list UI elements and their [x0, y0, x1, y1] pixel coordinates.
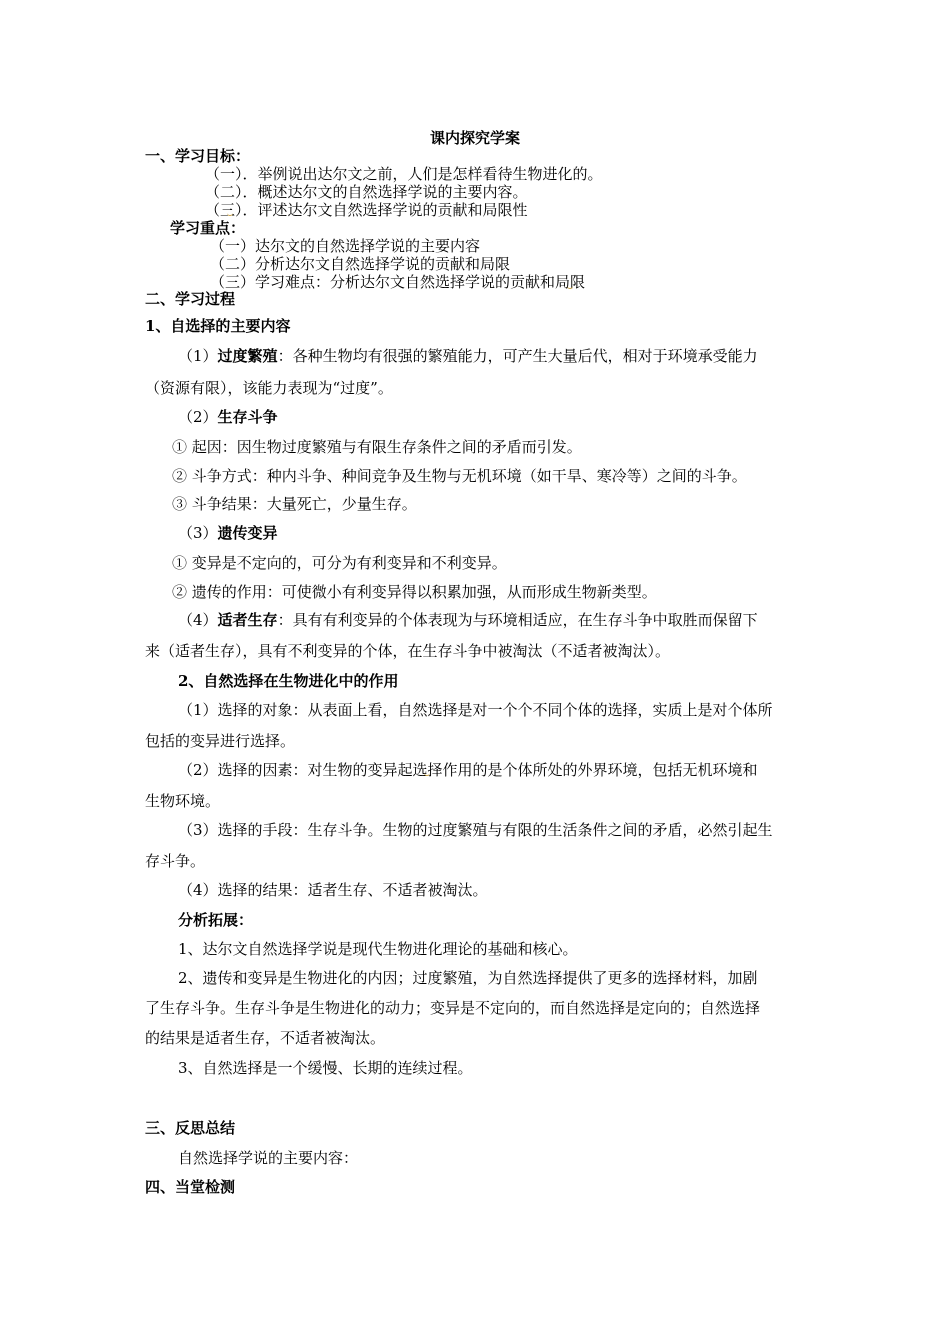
- key-point-item: （一）达尔文的自然选择学说的主要内容: [210, 237, 481, 255]
- goal-text: 评述达尔文自然选择学说的贡献和局限性: [257, 201, 528, 219]
- goal-text: 举例说出达尔文之前，人们是怎样看待生物进化的。: [257, 165, 603, 183]
- paragraph-line: [178, 407, 278, 427]
- list-item: ① 变异是不定向的，可分为有利变异和不利变异。: [172, 554, 507, 572]
- section-1-heading: 一、学习目标：: [145, 147, 251, 165]
- paragraph-line: [178, 346, 758, 366]
- paragraph-line: 包括的变异进行选择。: [145, 732, 296, 750]
- key-point-item: （三）学习难点：分析达尔文自然选择学说的贡献和局限: [210, 273, 586, 291]
- extension-heading: 分析拓展：: [178, 911, 254, 929]
- goal-item: [205, 200, 528, 220]
- goal-item: [205, 182, 528, 202]
- goal-number: （三）．: [205, 201, 258, 219]
- paragraph-line: 来（适者生存），具有不利变异的个体，在生存斗争中被淘汰（不适者被淘汰）。: [145, 642, 671, 660]
- paragraph-line: （资源有限），该能力表现为“过度”。: [145, 379, 393, 397]
- subsection-1-heading: 1、自选择的主要内容: [145, 317, 291, 335]
- paragraph-line: 生物环境。: [145, 792, 221, 810]
- paragraph-line: 的结果是适者生存，不适者被淘汰。: [145, 1029, 386, 1047]
- item-number: （4）: [178, 611, 218, 629]
- paragraph-line: （4）选择的结果：适者生存、不适者被淘汰。: [178, 881, 488, 899]
- paragraph-line: 了生存斗争。生存斗争是生物进化的动力；变异是不定向的，而自然选择是定向的；自然选择: [145, 999, 761, 1017]
- list-item: ③ 斗争结果：大量死亡，少量生存。: [172, 495, 417, 513]
- paragraph-line: 1、达尔文自然选择学说是现代生物进化理论的基础和核心。: [178, 940, 578, 958]
- item-number: （1）: [178, 347, 218, 365]
- list-item: ② 斗争方式：种内斗争、种间竞争及生物与无机环境（如干旱、寒冷等）之间的斗争。: [172, 467, 747, 485]
- goal-number: （二）．: [205, 183, 258, 201]
- item-label: 适者生存: [217, 611, 278, 629]
- section-3-heading: 三、反思总结: [145, 1119, 236, 1137]
- paragraph-line: [178, 610, 758, 630]
- goal-item: [205, 164, 603, 184]
- item-text: ：各种生物均有很强的繁殖能力，可产生大量后代，相对于环境承受能力: [277, 347, 758, 365]
- paragraph-line: （1）选择的对象：从表面上看，自然选择是对一个个不同个体的选择，实质上是对个体所: [178, 701, 773, 719]
- key-points-heading: 学习重点：: [170, 219, 246, 237]
- subsection-2-heading: 2、自然选择在生物进化中的作用: [178, 672, 399, 690]
- list-item: ② 遗传的作用：可使微小有利变异得以积累加强，从而形成生物新类型。: [172, 583, 657, 601]
- paragraph-line: 自然选择学说的主要内容：: [178, 1149, 359, 1167]
- goal-text: 概述达尔文的自然选择学说的主要内容。: [257, 183, 528, 201]
- item-label: 遗传变异: [217, 524, 278, 542]
- page-title: 课内探究学案: [429, 129, 520, 147]
- key-point-item: （二）分析达尔文自然选择学说的贡献和局限: [210, 255, 511, 273]
- paragraph-line: 存斗争。: [145, 852, 206, 870]
- paragraph-line: [178, 523, 278, 543]
- paragraph-line: （3）选择的手段：生存斗争。生物的过度繁殖与有限的生活条件之间的矛盾，必然引起生: [178, 821, 773, 839]
- item-number: （3）: [178, 524, 218, 542]
- list-item: ① 起因：因生物过度繁殖与有限生存条件之间的矛盾而引发。: [172, 438, 582, 456]
- item-text: ：具有有利变异的个体表现为与环境相适应，在生存斗争中取胜而保留下: [277, 611, 758, 629]
- item-label: 过度繁殖: [217, 347, 278, 365]
- goal-number: （一）．: [205, 165, 258, 183]
- section-4-heading: 四、当堂检测: [145, 1178, 236, 1196]
- paragraph-line: 2、遗传和变异是生物进化的内因；过度繁殖，为自然选择提供了更多的选择材料，加剧: [178, 969, 758, 987]
- item-number: （2）: [178, 408, 218, 426]
- section-2-heading: 二、学习过程: [145, 290, 236, 308]
- paragraph-line: 3、自然选择是一个缓慢、长期的连续过程。: [178, 1059, 473, 1077]
- item-label: 生存斗争: [217, 408, 278, 426]
- paragraph-line: （2）选择的因素：对生物的变异起选择作用的是个体所处的外界环境，包括无机环境和: [178, 761, 758, 779]
